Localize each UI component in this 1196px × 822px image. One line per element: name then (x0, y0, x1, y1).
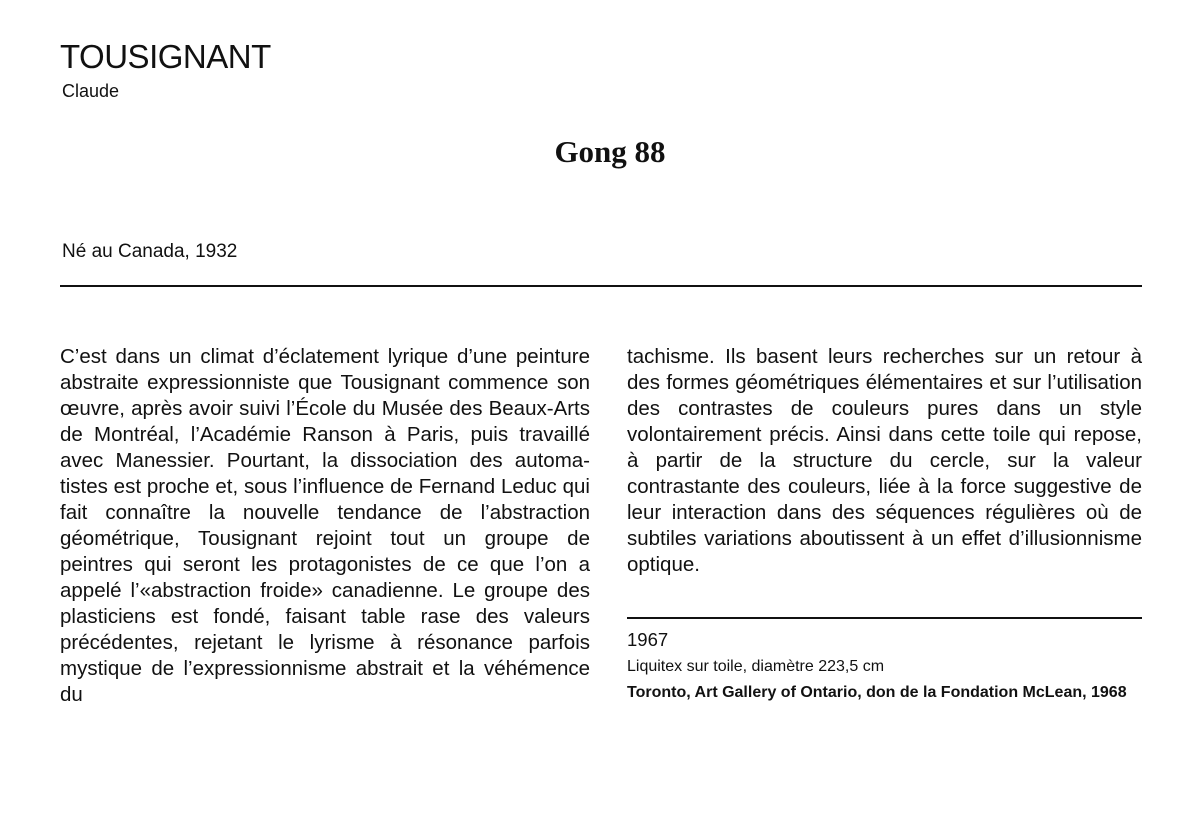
artwork-year: 1967 (627, 629, 669, 650)
artist-biography: Né au Canada, 1932 (62, 241, 238, 262)
header-divider (60, 285, 1142, 287)
body-text-left-column: C’est dans un climat d’éclatement lyrique d’une peinture abstraite expressionniste que Tousignant commence son œuvre, après avoir suivi l’École du Musée des Beaux-Arts de Montréal, l’Académie Ranson à Paris, puis travaillé avec Manessier. Pourtant, la dissociation des automatistes est proche et, sous l’influence de Fernand Leduc qui fait connaître la nouvelle tendance de l’abstraction géométrique, Tousignant rejoint tout un groupe de peintres qui seront les protagonistes de ce que l’on a appelé l’«abstraction froide» canadienne. Le groupe des plasticiens est fondé, faisant table rase des valeurs précédentes, rejetant le lyrisme à résonance parfois mystique de l’expressionnisme abstrait et la véhémence du (60, 345, 590, 706)
artist-last-name: TOUSIGNANT (60, 38, 271, 75)
artist-first-name: Claude (62, 81, 120, 101)
body-text-right-column: tachisme. Ils basent leurs recherches sur un retour à des formes géométriques élémentaires et sur l’utilisation des contrastes de couleurs pures dans un style volontairement précis. Ainsi dans cette toile qui repose, à partir de la structure du cercle, sur la valeur contrastante des couleurs, liée à la force suggestive de leur interaction dans des séquences régulières où de subtiles variations aboutissent à un effet d’illusionnisme optique. (627, 345, 1142, 576)
details-divider (627, 617, 1142, 619)
artwork-medium: Liquitex sur toile, diamètre 223,5 cm (627, 658, 885, 675)
artwork-title: Gong 88 (554, 134, 666, 169)
artwork-collection: Toronto, Art Gallery of Ontario, don de la Fondation McLean, 1968 (627, 684, 1127, 701)
